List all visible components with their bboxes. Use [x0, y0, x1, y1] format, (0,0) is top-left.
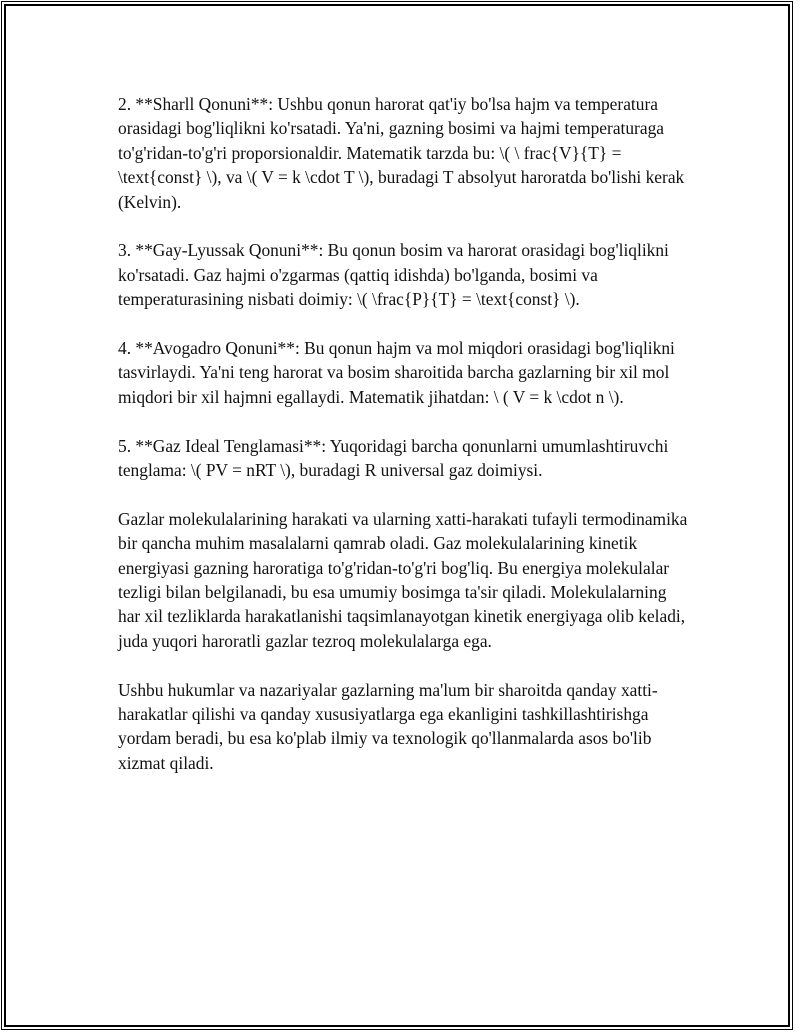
document-body	[118, 92, 690, 800]
paragraph-avogadro-law: 4. **Avogadro Qonuni**: Bu qonun hajm va mol miqdori orasidagi bog'liqlikni tasvirlaydi. Ya'ni teng harorat va bosim sharoitida barcha gazlarning bir xil mol miqdori bir xil hajmni egallaydi. Matematik jihatdan: \ ( V = k \cdot n \).	[118, 338, 675, 407]
paragraph-sharll-law: 2. **Sharll Qonuni**: Ushbu qonun harorat qat'iy bo'lsa hajm va temperatura orasidagi bog'liqlikni ko'rsatadi. Ya'ni, gazning bosimi va hajmi temperaturaga to'g'ridan-to'g'ri proporsionaldir. Matematik tarzda bu: \( \ frac{V}{T} = \text{const} \), va \( V = k \cdot T \), buradagi T absolyut haroratda bo'lishi kerak (Kelvin).	[118, 94, 685, 212]
paragraph-conclusion: Ushbu hukumlar va nazariyalar gazlarning ma'lum bir sharoitda qanday xatti-harakatlar qilishi va qanday xususiyatlarga ega ekanligini tashkillashtirishga yordam beradi, bu esa ko'plab ilmiy va texnologik qo'llanmalarda asos bo'lib xizmat qiladi.	[118, 679, 658, 773]
paragraph-ideal-gas-equation: 5. **Gaz Ideal Tenglamasi**: Yuqoridagi barcha qonunlarni umumlashtiruvchi tenglama: \( PV = nRT \), buradagi R universal gaz doimiysi.	[118, 435, 669, 481]
paragraph-molecular-motion: Gazlar molekulalarining harakati va ularning xatti-harakati tufayli termodinamika bir qancha muhim masalalarni qamrab oladi. Gaz molekulalarining kinetik energiyasi gazning haroratiga to'g'ridan-to'g'ri bog'liq. Bu energiya molekulalar tezligi bilan belgilanadi, bu esa umumiy bosimga ta'sir qiladi. Molekulalarning har xil tezliklarda harakatlanishi taqsimlanayotgan kinetik energiyaga olib keladi, juda yuqori haroratli gazlar tezroq molekulalarga ega.	[118, 508, 688, 651]
paragraph-gay-lussac-law: 3. **Gay-Lyussak Qonuni**: Bu qonun bosim va harorat orasidagi bog'liqlikni ko'rsatadi. Gaz hajmi o'zgarmas (qattiq idishda) bo'lganda, bosimi va temperaturasining nisbati doimiy: \( \frac{P}{T} = \text{const} \).	[118, 240, 669, 310]
